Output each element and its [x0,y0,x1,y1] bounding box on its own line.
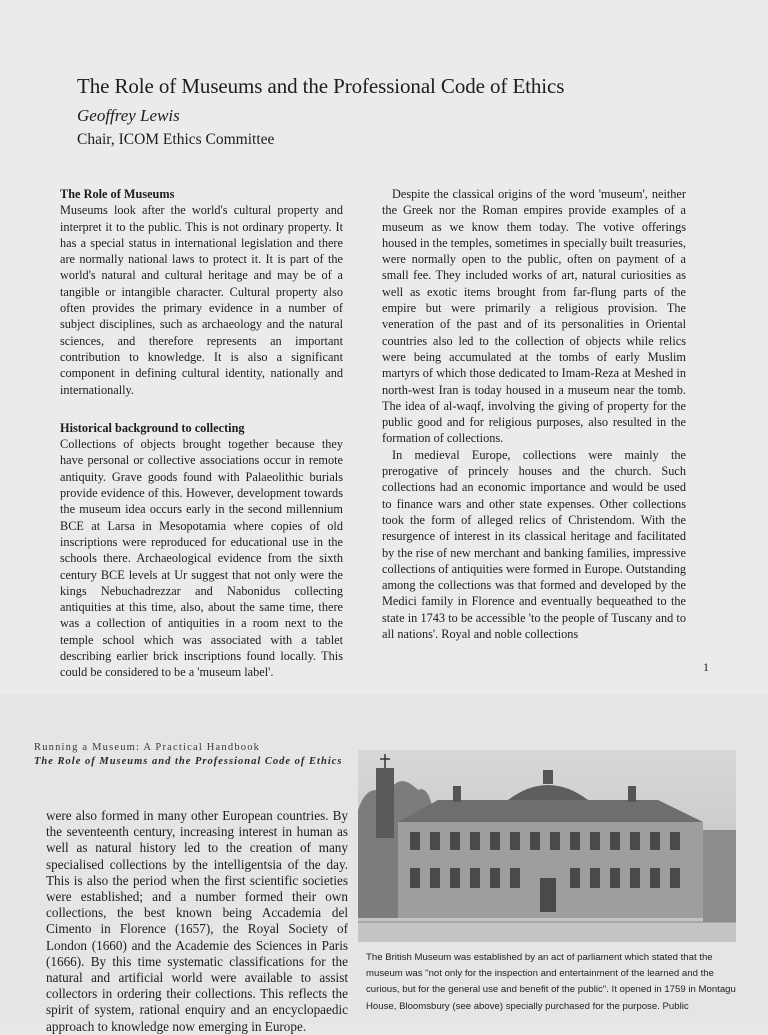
section-heading-role: The Role of Museums [60,187,175,201]
paragraph-history: Collections of objects brought together because they have personal or collective associations occur in remote antiquity. Grave goods found with Palaeolithic burials provide evidence of this. However, development towards the museum idea occurs early in the second millennium BCE at Larsa in Mesopotamia where copies of old inscriptions were reproduced for educational use in the schools there. Archaeological evidence from the sixth century BCE levels at Ur suggest that not only were the kings Nebuchadrezzar and Nabonidus collecting antiquities at this time, also, about the same time, there was a collection of antiquities in a room next to the temple school which was associated with a tablet describing earlier brick inscriptions found locally. This could be considered to be a 'museum label'. [60,437,343,680]
running-head-chapter: The Role of Museums and the Professional Code of Ethics [34,756,343,767]
paragraph-role: Museums look after the world's cultural property and interpret it to the public. This is not ordinary property. It has a special status in international legislation and there are normally national laws to protect it. It is part of the world's natural and cultural heritage and may be of a tangible or intangible character. Cultural property also often provides the primary evidence in a number of subject disciplines, such as archaeology and the natural sciences, and therefore represents an important contribution to knowledge. It is also a significant component in defining cultural identity, nationally and internationally. [60,203,343,397]
british-museum-illustration [358,750,736,942]
article-title: The Role of Museums and the Professional Code of Ethics [77,74,565,98]
page-2 [0,694,768,1034]
right-column [382,186,686,642]
paragraph-medieval: In medieval Europe, collections were mainly the prerogative of princely houses and the church. Such collections had an economic importance and would be used to finance wars and other state expenses. Other collections took the form of alleged relics of Christendom. With the resurgence of interest in its classical heritage and facilitated by the rise of new merchant and banking families, impressive collections of antiquities were formed in Europe. Outstanding among the collections was that formed and developed by the Medici family in Florence and eventually bequeathed to the state in 1743 to be accessible 'to the people of Tuscany and to all nations'. Royal and noble collections [382,447,686,642]
left-column [60,186,343,681]
page-number: 1 [703,660,709,674]
running-head-book: Running a Museum: A Practical Handbook [34,742,261,753]
author-name: Geoffrey Lewis [77,106,180,125]
paragraph-classical: Despite the classical origins of the word 'museum', neither the Greek nor the Roman empires provide examples of a museum as we know them today. The votive offerings housed in the temples, sometimes in specially built treasuries, were normally open to the public, often on payment of a small fee. They included works of art, natural curiosities as well as exotic items brought from far-flung parts of the empire but were primarily a religious provision. The veneration of the past and of its personalities in Oriental countries also led to the collection of objects while relics were being accumulated at the tombs of early Muslim martyrs of which those dedicated to Imam-Reza at Meshed in north-west Iran is today housed in a museum near the tomb. The idea of al-waqf, involving the giving of property for the public good and for religious purposes, also resulted in the formation of collections. [382,187,686,446]
section-heading-history: Historical background to collecting [60,420,245,435]
body-column [46,808,348,1035]
paragraph-continued: were also formed in many other European countries. By the seventeenth century, increasing interest in human as well as natural history led to the creation of many specialised collections by the intelligentsia of the day. This is also the period when the first scientific societies were established; and a number formed their own collections, the best known being Accademia del Cimento in Florence (1657), the Royal Society of London (1660) and the Academie des Sciences in Paris (1666). By this time systematic classifications for the natural and artificial world were available to assist collectors in ordering their collections. This reflects the spirit of system, rational enquiry and an encyclopaedic approach to knowledge now emerging in Europe. [46,808,348,1034]
figure-caption: The British Museum was established by an act of parliament which stated that the museum was "not only for the inspection and entertainment of the learned and the curious, but for the general use and benefit of the public". It opened in 1759 in Montagu House, Bloomsbury (see above) specially purchased for the purpose. Public [366,952,736,1012]
author-affiliation: Chair, ICOM Ethics Committee [77,131,275,148]
